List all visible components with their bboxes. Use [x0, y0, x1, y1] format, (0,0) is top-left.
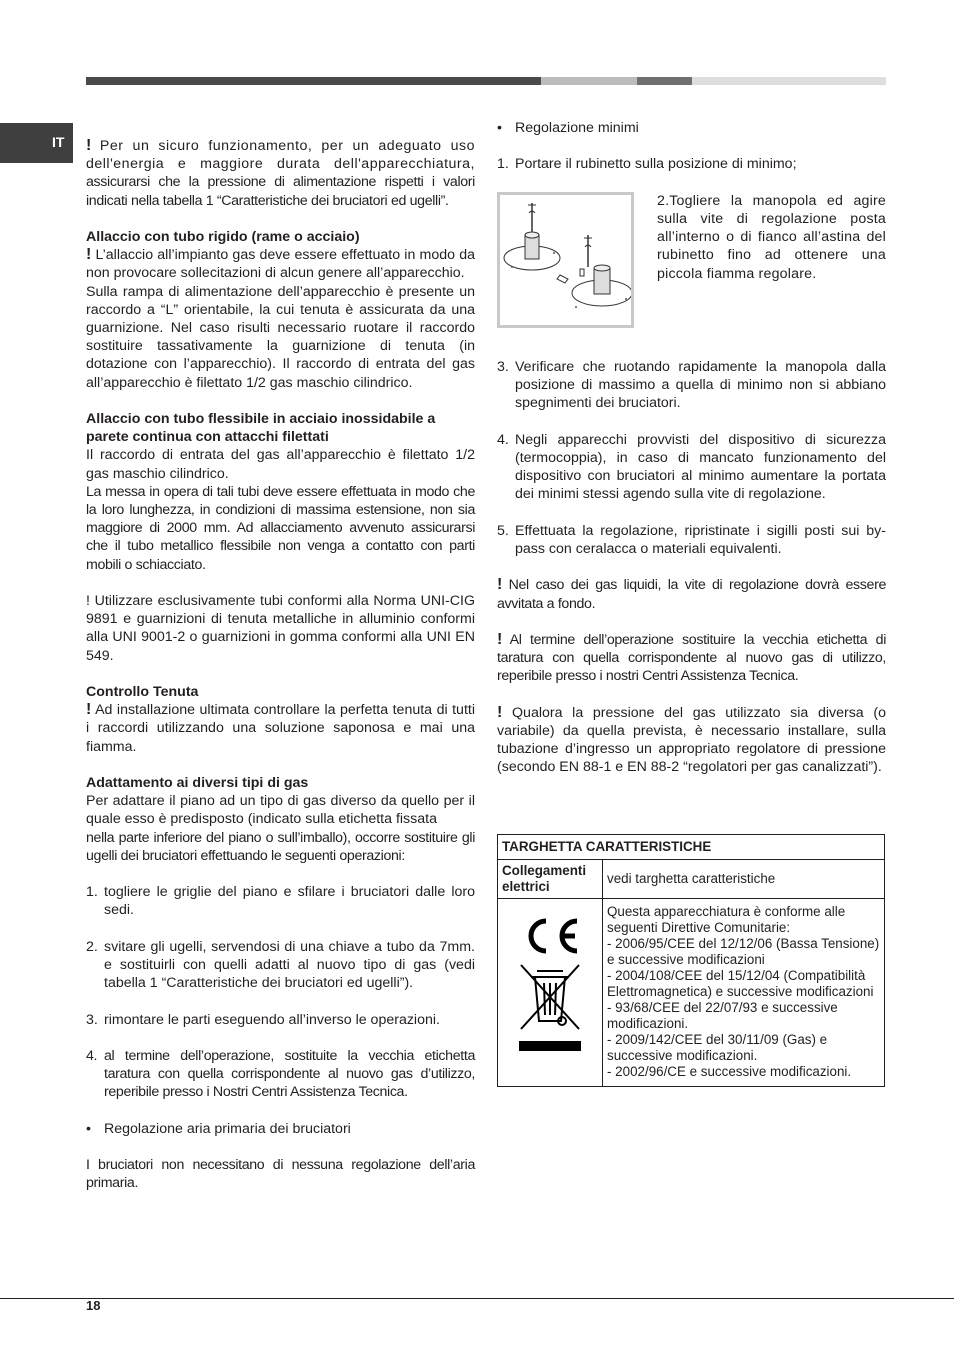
warning-mark: ! [497, 630, 502, 648]
left-column [86, 137, 475, 1193]
list-item: 4. Negli apparecchi provvisti del dispositivo di sicurezza (termocoppia), in caso di mancato funzionamento del dispositivo con bruciatori al minimo aumentare la portata dei minimi stessi agendo sulla vite di regolazione. [497, 431, 886, 503]
air-bullet [86, 1120, 475, 1138]
flexible-body-1: Il raccordo di entrata del gas all’apparecchio è filettato 1/2 gas maschio cilindrico. [86, 447, 475, 482]
list-item: 5. Effettuata la regolazione, ripristinate i sigilli posti sui by-pass con ceralacca o materiali equivalenti. [497, 522, 886, 557]
leak-body-text: Ad installazione ultimata controllare la perfetta tenuta di tutti i raccordi utilizzando una soluzione saponosa e mai una fiamma. [86, 702, 475, 755]
row-value: vedi targhetta caratteristiche [603, 860, 885, 899]
rigid-note-text: L’allaccio all’impianto gas deve essere effettuato in modo da non provocare sollecitazioni di alcun genere all’apparecchio. [86, 247, 475, 282]
bullet-icon: • [497, 120, 502, 136]
note-liquid-gas-text: Nel caso dei gas liquidi, la vite di regolazione dovrà essere avvitata a fondo. [497, 577, 886, 612]
step-2-text: 2.Togliere la manopola ed agire sulla vite di regolazione posta all’interno o di fianco all’astina del rubinetto fino ad ottenere una piccola fiamma regolare. [657, 192, 886, 282]
right-column [497, 119, 886, 777]
table-title: TARGHETTA CARATTERISTICHE [498, 835, 885, 860]
row-label: Collegamenti elettrici [498, 860, 603, 899]
air-body: I bruciatori non necessitano di nessuna regolazione dell’aria primaria. [86, 1157, 475, 1192]
screwdriver-tap-icon [500, 195, 631, 325]
footer-rule [0, 1298, 954, 1299]
warning-mark: ! [86, 246, 92, 264]
note-label [497, 631, 886, 686]
adapt-body-1: Per adattare il piano ad un tipo di gas diverso da quello per il quale esso è predisposto (indicato sulla etichetta fissata [86, 793, 475, 828]
bullet-icon: • [86, 1120, 91, 1137]
header-color-bar [86, 77, 886, 85]
list-item: 1. Portare il rubinetto sulla posizione di minimo; [497, 156, 797, 173]
list-item: 4. al termine dell’operazione, sostituite la vecchia etichetta taratura con quella corrispondente al nuovo gas d’utilizzo, reperibile presso i Nostri Centri Assistenza Tecnica. [86, 1048, 475, 1101]
adapt-steps [86, 883, 475, 1101]
list-item: 2. svitare gli ugelli, servendosi di una chiave a tubo da 7mm. e sostituirli con quelli adatti al nuovo tipo di gas (vedi tabella 1 “Caratteristiche dei bruciatori ed ugelli”). [86, 938, 475, 992]
intro-paragraph [86, 137, 475, 210]
min-bullet [497, 119, 886, 137]
flexible-heading: Allaccio con tubo flessibile in acciaio inossidabile a parete continua con attacchi filettati [86, 411, 436, 446]
table-row [498, 899, 885, 1087]
note-liquid-gas [497, 576, 886, 612]
intro-text: Per un sicuro funzionamento, per un adeguato uso dell'energia e maggiore durata dell'apparecchiatura, [86, 138, 475, 173]
intro-text-cont: assicurarsi che la pressione di alimentazione rispetti i valori indicati nella tabella 1 “Caratteristiche dei bruciatori ed ugelli”. [86, 174, 475, 209]
min-steps [497, 358, 886, 558]
warning-mark: ! [86, 137, 92, 154]
certification-symbols [498, 899, 603, 1087]
ce-weee-icon [517, 911, 583, 1071]
note-pressure-text: Qualora la pressione del gas utilizzato sia diversa (o variabile) da quella prevista, è necessario installare, sulla tubazione d’ingresso un appropriato regolatore di pressione (secondo EN 88-1 e EN 88-2 “regolatori per gas canalizzati”). [497, 704, 886, 776]
rigid-heading: Allaccio con tubo rigido (rame o acciaio) [86, 229, 360, 245]
language-tab [0, 123, 73, 163]
list-item: 3. Verificare che ruotando rapidamente la manopola dalla posizione di massimo a quella di minimo non si abbiano spegnimenti dei bruciatori. [497, 358, 886, 412]
table-row [498, 860, 885, 899]
min-bullet-text: Regolazione minimi [515, 120, 639, 136]
tap-adjustment-illustration [497, 192, 634, 328]
list-item: 1. togliere le griglie del piano e sfilare i bruciatori dalle loro sedi. [86, 884, 475, 919]
page-number: 18 [86, 1298, 101, 1313]
specification-table [497, 834, 885, 1087]
list-item: 3. rimontare le parti eseguendo all’inverso le operazioni. [86, 1011, 440, 1028]
flexible-body-2: La messa in opera di tali tubi deve essere effettuata in modo che la loro lunghezza, in condizioni di massima estensione, non sia maggiore di 2000 mm. Ad allacciamento avvenuto assicurarsi che il tubo metallico flessibile non venga a contatto con parti mobili o schiacciato. [86, 483, 475, 573]
note-pressure [497, 704, 886, 777]
norms-paragraph: ! Utilizzare esclusivamente tubi conformi alla Norma UNI-CIG 9891 e guarnizioni di tenuta metalliche in alluminio conformi alla UNI 9001-2 o guarnizioni in gomma conformi alla UNI EN 549. [86, 593, 475, 664]
air-bullet-text: Regolazione aria primaria dei bruciatori [104, 1120, 351, 1137]
rigid-note [86, 246, 475, 282]
warning-mark: ! [497, 576, 502, 594]
figure-row [497, 192, 886, 340]
warning-mark: ! [86, 701, 92, 719]
leak-heading: Controllo Tenuta [86, 684, 199, 701]
language-tab-label: IT [52, 134, 65, 150]
note-label-text: Al termine dell’operazione sostituire la vecchia etichetta di taratura con quella corrispondente al nuovo gas di utilizzo, reperibile presso i nostri Centri Assistenza Tecnica. [497, 631, 886, 685]
conformity-text: Questa apparecchiatura è conforme alle seguenti Direttive Comunitarie: - 2006/95/CEE del 12/12/06 (Bassa Tensione) e successive modificazioni - 2004/108/CEE del 15/12/04 (Compatibilità Elettromagnetica) e successive modificazioni - 93/68/CEE del 22/07/93 e successive modificazioni. - 2009/142/CEE del 30/11/09 (Gas) e successive modificazioni. - 2002/96/CE e successive modificazioni. [603, 899, 885, 1087]
rigid-body: Sulla rampa di alimentazione dell’apparecchio è presente un raccordo a “L” orientabile, la cui tenuta è assicurata da una guarnizione. Nel caso risulti necessario ruotare il raccordo sostituire tassativamente la guarnizione di tenuta (in dotazione con l’apparecchio). Il raccordo di entrata del gas all’apparecchio è filettato 1/2 gas maschio cilindrico. [86, 283, 475, 391]
min-step-1 [497, 155, 886, 173]
leak-body [86, 701, 475, 756]
adapt-body-2: nella parte inferiore del piano o sull’imballo), occorre sostituire gli ugelli dei bruciatori effettuando le seguenti operazioni: [86, 829, 475, 864]
adapt-heading: Adattamento ai diversi tipi di gas [86, 775, 309, 792]
warning-mark: ! [497, 703, 503, 721]
